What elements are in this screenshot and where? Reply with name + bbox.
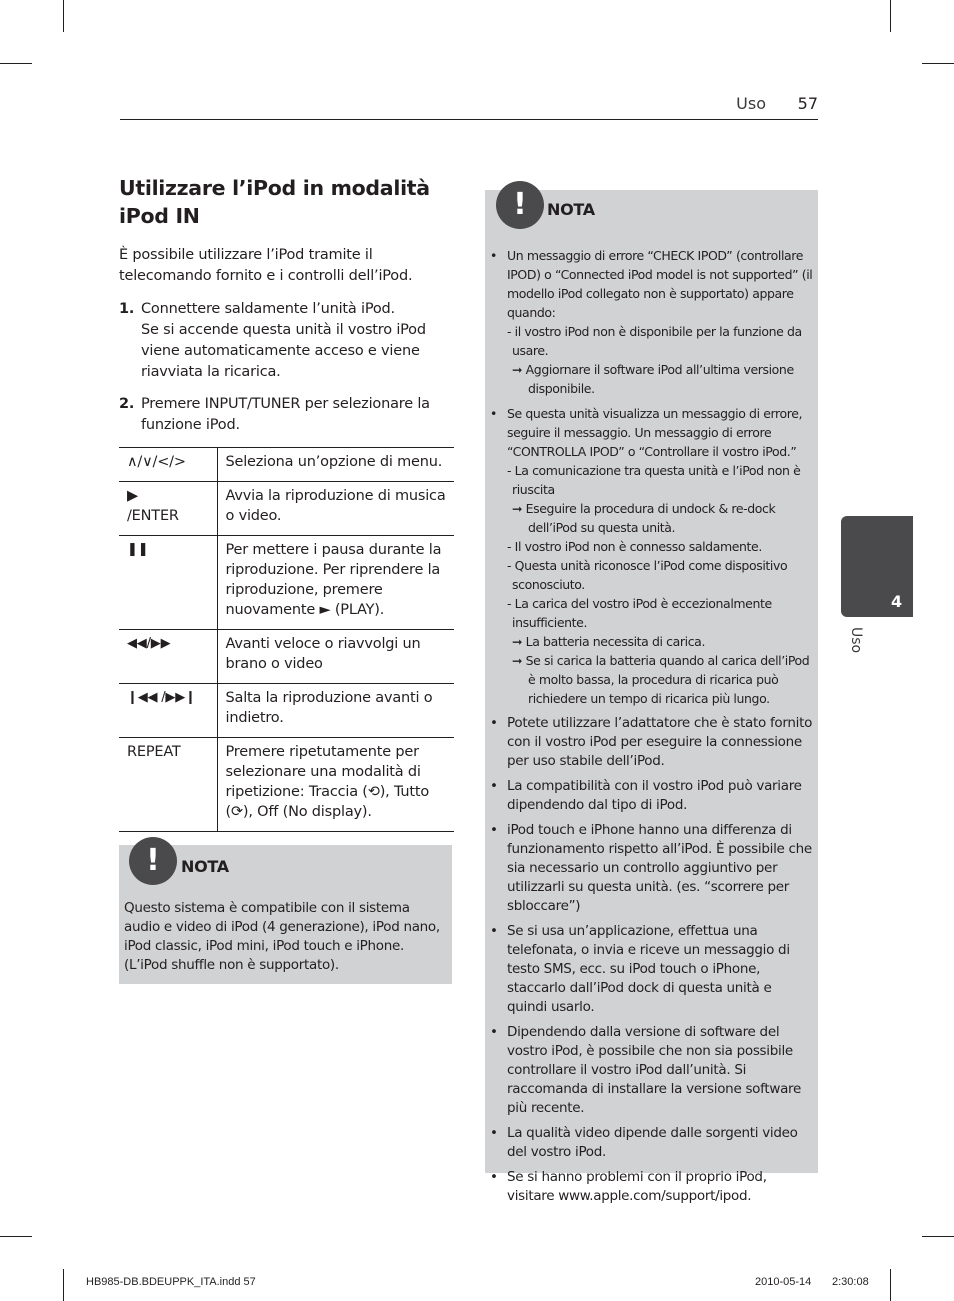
note-bullet: • Se si usa un’applicazione, effettua una telefonata, o invia e riceve un messaggio di testo SMS, ecc. su iPod touch o iPhone, staccarlo dall’iPod dock di questa unità e quindi usarlo. xyxy=(490,922,814,1017)
steps-list xyxy=(119,299,453,436)
page-title: Utilizzare l’iPod in modalità iPod IN xyxy=(119,176,430,228)
note-bullet xyxy=(490,404,814,708)
desc-cell: Avvia la riproduzione di musica o video. xyxy=(217,482,454,536)
bullet-arrow-item: ➞ La batteria necessita di carica. xyxy=(512,634,706,649)
crop-mark xyxy=(922,1236,954,1237)
note-text: Questo sistema è compatibile con il sistema audio e video di iPod (4 generazione), iPod nano, iPod classic, iPod mini, iPod touch e iPhone. xyxy=(124,900,440,954)
header-section: Uso xyxy=(736,94,766,113)
crop-mark xyxy=(0,63,32,64)
footer-date: 2010-05-14 xyxy=(755,1276,812,1288)
table-row xyxy=(119,630,454,684)
table-row xyxy=(119,448,454,482)
bullet-subitem: - La comunicazione tra questa unità e l’iPod non è riuscita xyxy=(507,463,801,497)
bullet-text: • Se questa unità visualizza un messaggio di errore, seguire il messaggio. Un messaggio di errore “CONTROLLA IPOD” o “Controllare il vostro iPod.” xyxy=(507,406,803,459)
left-column xyxy=(119,174,453,832)
bullet-subitem: - Questa unità riconosce l’iPod come dispositivo sconosciuto. xyxy=(507,558,788,592)
note-bullet: • La qualità video dipende dalle sorgenti video del vostro iPod. xyxy=(490,1124,814,1162)
desc-cell: Avanti veloce o riavvolgi un brano o video xyxy=(217,630,454,684)
footer-file: HB985-DB.BDEUPPK_ITA.indd 57 xyxy=(86,1276,256,1288)
crop-mark xyxy=(922,63,954,64)
desc-cell: Per mettere i pausa durante la riproduzione. Per riprendere la riproduzione, premere nuovamente ► (PLAY). xyxy=(217,536,454,630)
crop-mark xyxy=(63,1269,64,1301)
key-label: /ENTER xyxy=(127,508,179,524)
chapter-tab xyxy=(841,516,913,617)
step-item xyxy=(119,299,453,383)
step-text: Premere INPUT/TUNER per selezionare la funzione iPod. xyxy=(141,396,430,433)
bullet-text: • Un messaggio di errore “CHECK IPOD” (controllare IPOD) o “Connected iPod model is not supported” (il modello iPod collegato non è supportato) appare quando: xyxy=(507,248,813,320)
table-row xyxy=(119,482,454,536)
step-text: Se si accende questa unità il vostro iPod viene automaticamente acceso e viene riavviata la ricarica. xyxy=(141,322,426,380)
table-row xyxy=(119,738,454,832)
skip-icon: ❙◀◀ /▶▶❙ xyxy=(119,684,217,738)
note-text: (L’iPod shuffle non è supportato). xyxy=(124,957,339,973)
footer-time: 2:30:08 xyxy=(832,1276,869,1288)
note-label: NOTA xyxy=(181,857,229,876)
table-row xyxy=(119,536,454,630)
step-text: Connettere saldamente l’unità iPod. xyxy=(141,301,395,317)
play-icon: ▶ xyxy=(127,488,138,504)
desc-cell: Seleziona un’opzione di menu. xyxy=(217,448,454,482)
note-box-compatibility xyxy=(119,845,452,984)
key-cell xyxy=(119,482,217,536)
pause-icon: ❚❚ xyxy=(119,536,217,630)
step-item xyxy=(119,394,453,436)
remote-keys-table xyxy=(119,447,454,832)
note-bullet xyxy=(490,246,814,398)
step-number: 1. xyxy=(119,301,135,317)
key-cell: ∧/∨/</> xyxy=(119,448,217,482)
crop-mark xyxy=(0,1236,32,1237)
exclamation-icon: ! xyxy=(129,837,177,885)
note-list xyxy=(485,236,818,1206)
note-label: NOTA xyxy=(547,200,595,219)
note-bullet: • La compatibilità con il vostro iPod può variare dipendendo dal tipo di iPod. xyxy=(490,777,814,815)
bullet-subitem: - La carica del vostro iPod è eccezionalmente insufficiente. xyxy=(507,596,772,630)
chapter-label: Uso xyxy=(848,627,864,654)
crop-mark xyxy=(890,1269,891,1301)
intro-paragraph: È possibile utilizzare l’iPod tramite il telecomando fornito e i controlli dell’iPod. xyxy=(119,247,413,284)
step-number: 2. xyxy=(119,396,135,412)
exclamation-icon: ! xyxy=(496,181,544,229)
running-header xyxy=(120,94,818,120)
page-number: 57 xyxy=(797,94,818,113)
note-bullet: • Dipendendo dalla versione di software del vostro iPod, è possibile che non sia possibile controllare il vostro iPod dall’unità. Si raccomanda di installare la versione software più recente. xyxy=(490,1023,814,1118)
note-box-troubleshooting xyxy=(485,187,818,1204)
desc-cell: Premere ripetutamente per selezionare una modalità di ripetizione: Traccia (⟲), Tutto (⟳), Off (No display). xyxy=(217,738,454,832)
bullet-arrow-item: ➞ Eseguire la procedura di undock & re-dock dell’iPod su questa unità. xyxy=(512,501,776,535)
table-row xyxy=(119,684,454,738)
desc-cell: Salta la riproduzione avanti o indietro. xyxy=(217,684,454,738)
bullet-subitem: - il vostro iPod non è disponibile per la funzione da usare. xyxy=(507,324,802,358)
chapter-number: 4 xyxy=(891,592,903,611)
note-bullet: • Se si hanno problemi con il proprio iPod, visitare www.apple.com/support/ipod. xyxy=(490,1168,814,1206)
bullet-subitem: - Il vostro iPod non è connesso saldamente. xyxy=(507,539,762,554)
bullet-arrow-item: ➞ Se si carica la batteria quando al carica dell’iPod è molto bassa, la procedura di ricarica può richiedere un tempo di ricarica più lungo. xyxy=(512,653,810,706)
crop-mark xyxy=(63,0,64,32)
note-bullet: • Potete utilizzare l’adattatore che è stato fornito con il vostro iPod per eseguire la connessione per uso stabile dell’iPod. xyxy=(490,714,814,771)
crop-mark xyxy=(890,0,891,32)
key-cell: REPEAT xyxy=(119,738,217,832)
note-body xyxy=(119,891,452,975)
bullet-arrow-item: ➞ Aggiornare il software iPod all’ultima versione disponibile. xyxy=(512,362,794,396)
rewind-forward-icon: ◀◀/▶▶ xyxy=(119,630,217,684)
note-bullet: • iPod touch e iPhone hanno una differenza di funzionamento rispetto all’iPod. È possibile che sia necessario un controllo aggiuntivo per utilizzarli su questa unità. (es. “scorrere per sbloccare”) xyxy=(490,821,814,916)
